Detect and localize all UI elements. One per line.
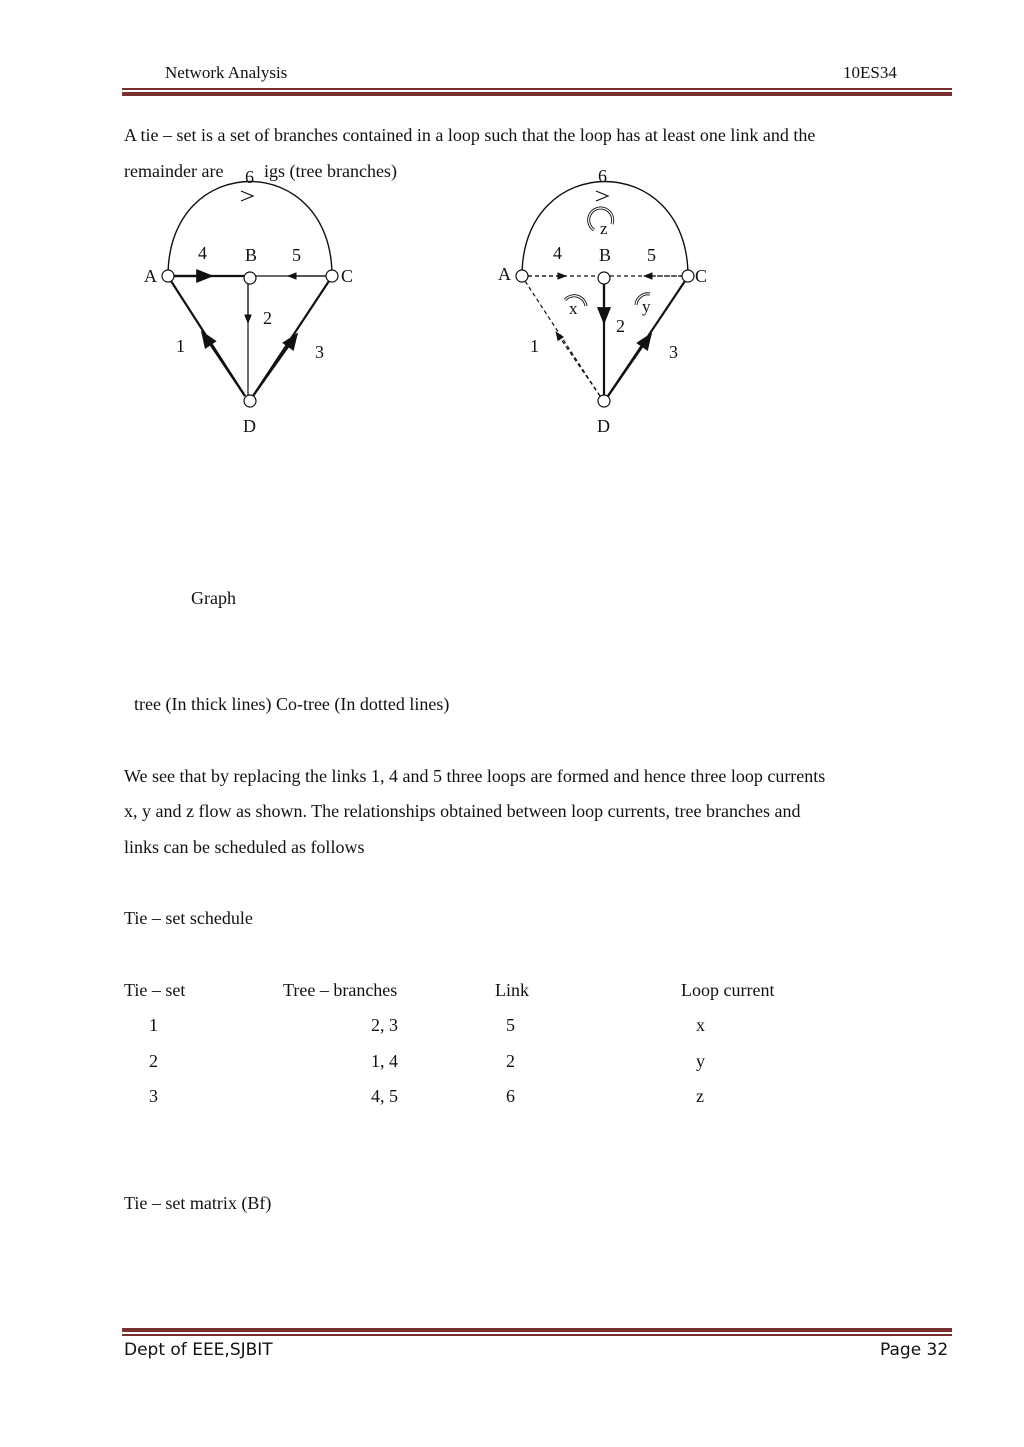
- header-title: Network Analysis: [165, 63, 288, 82]
- paragraph-line-1: We see that by replacing the links 1, 4 and 5 three loops are formed and hence three loop currents: [124, 766, 826, 786]
- table-cell: 4, 5: [371, 1086, 398, 1106]
- table-header-tree-branches: Tree – branches: [283, 980, 398, 1000]
- g2-loop-z-label: z: [600, 219, 608, 238]
- g2-branch-3-arrow: [608, 334, 651, 396]
- g2-label-2: 2: [616, 316, 625, 336]
- table-cell: 3: [149, 1086, 158, 1106]
- header-code: 10ES34: [843, 63, 897, 82]
- g2-label-6: 6: [598, 166, 607, 186]
- graph-1: [144, 167, 353, 436]
- caption-graph: Graph: [191, 588, 236, 608]
- g1-node-b: [244, 272, 256, 284]
- table-cell: 1, 4: [371, 1051, 398, 1071]
- g1-label-5: 5: [292, 245, 301, 265]
- schedule-title: Tie – set schedule: [124, 908, 253, 928]
- g1-label-node-c: C: [341, 266, 354, 286]
- g2-label-1: 1: [530, 336, 539, 356]
- g1-label-2: 2: [263, 308, 272, 328]
- g2-label-node-c: C: [695, 266, 708, 286]
- g2-loop-y-label: y: [642, 297, 651, 316]
- g1-node-c: [326, 270, 338, 282]
- g1-label-node-d: D: [243, 416, 256, 436]
- matrix-title: Tie – set matrix (Bf): [124, 1193, 272, 1213]
- g1-label-4: 4: [198, 243, 207, 263]
- graph-2: [498, 166, 707, 436]
- g2-node-a: [516, 270, 528, 282]
- g2-branch-1-arrow: [556, 332, 600, 396]
- footer-page-number: Page 32: [880, 1340, 949, 1360]
- table-cell: z: [696, 1086, 704, 1106]
- table-cell: 2: [149, 1051, 158, 1071]
- g1-label-3: 3: [315, 342, 324, 362]
- table-cell: y: [696, 1051, 705, 1071]
- g2-node-b: [598, 272, 610, 284]
- table-cell: 6: [506, 1086, 515, 1106]
- table-header-tie-set: Tie – set: [124, 980, 186, 1000]
- g2-label-3: 3: [669, 342, 678, 362]
- footer-rule-thin: [122, 1334, 952, 1336]
- g1-label-1: 1: [176, 336, 185, 356]
- table-header-link: Link: [495, 980, 529, 1000]
- g2-node-d: [598, 395, 610, 407]
- paragraph-line-3: links can be scheduled as follows: [124, 837, 365, 857]
- g1-branch-3-arrow: [253, 334, 297, 396]
- g2-node-c: [682, 270, 694, 282]
- g2-branch-6-arrow: [596, 191, 608, 201]
- table-cell: 2: [506, 1051, 515, 1071]
- caption-tree: tree (In thick lines) Co-tree (In dotted lines): [134, 694, 450, 714]
- table-cell: 2, 3: [371, 1015, 398, 1035]
- g2-label-node-d: D: [597, 416, 610, 436]
- g1-label-node-a: A: [144, 266, 157, 286]
- g2-label-node-b: B: [599, 245, 612, 265]
- footer-rule-thick: [122, 1328, 952, 1332]
- table-cell: x: [696, 1015, 705, 1035]
- g1-branch-1-arrow: [202, 332, 245, 396]
- graph-diagrams: [0, 0, 1024, 460]
- g1-branch-6-arrow: [241, 191, 253, 201]
- g1-label-node-b: B: [245, 245, 258, 265]
- g2-loop-x-label: x: [569, 299, 578, 318]
- intro-line-2-start: remainder are: [124, 161, 224, 181]
- g1-label-6: 6: [245, 167, 254, 187]
- paragraph-line-2: x, y and z flow as shown. The relationships obtained between loop currents, tree branches and: [124, 801, 801, 821]
- table-header-loop-current: Loop current: [681, 980, 775, 1000]
- g2-label-5: 5: [647, 245, 656, 265]
- intro-line-2-end: igs (tree branches): [264, 161, 397, 181]
- intro-line-1: A tie – set is a set of branches contained in a loop such that the loop has at least one link and the: [124, 125, 816, 145]
- table-cell: 1: [149, 1015, 158, 1035]
- table-cell: 5: [506, 1015, 515, 1035]
- footer-department: Dept of EEE,SJBIT: [124, 1340, 273, 1360]
- g1-node-a: [162, 270, 174, 282]
- g1-node-d: [244, 395, 256, 407]
- g2-label-4: 4: [553, 243, 562, 263]
- g2-label-node-a: A: [498, 264, 511, 284]
